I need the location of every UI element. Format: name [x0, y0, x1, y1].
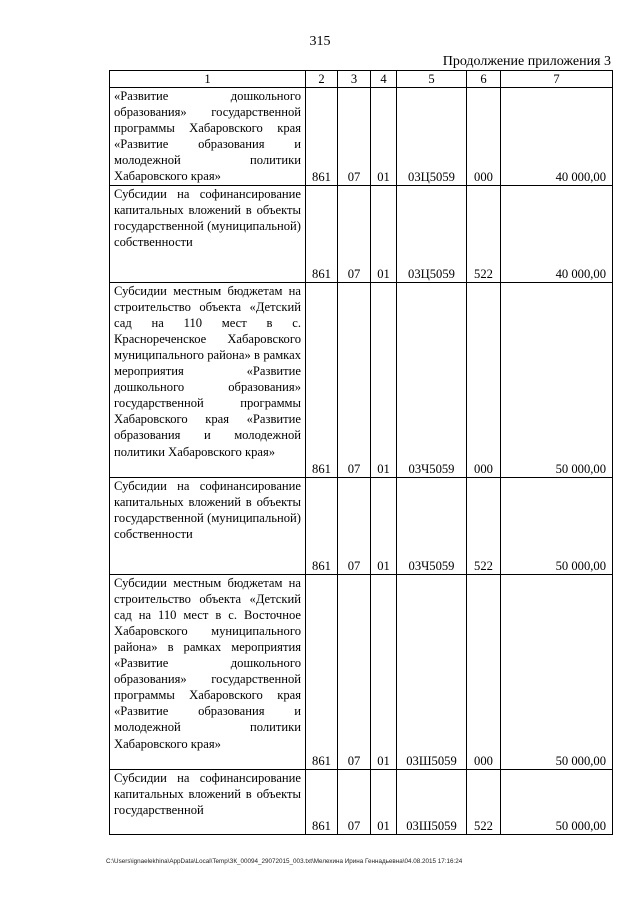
table-row	[110, 574, 613, 769]
target-code: 03Ч5059	[397, 282, 467, 477]
ministry-code: 861	[306, 282, 338, 477]
section-code: 07	[338, 185, 371, 282]
section-code: 07	[338, 769, 371, 834]
table-row	[110, 769, 613, 834]
expense-type-code: 522	[467, 477, 501, 574]
expense-type-code: 522	[467, 185, 501, 282]
amount: 50 000,00	[501, 769, 613, 834]
amount: 50 000,00	[501, 477, 613, 574]
expense-type-code: 000	[467, 282, 501, 477]
expense-type-code: 000	[467, 574, 501, 769]
page-number: 315	[309, 34, 331, 49]
ministry-code: 861	[306, 769, 338, 834]
target-code: 03Ч5059	[397, 477, 467, 574]
table-header-row	[110, 71, 613, 88]
column-header: 6	[467, 71, 501, 88]
subsection-code: 01	[371, 282, 397, 477]
row-name: Субсидии на софинансирование капитальных вложений в объекты государственной (муниципальной) собственности	[110, 185, 306, 282]
subsection-code: 01	[371, 185, 397, 282]
column-header: 2	[306, 71, 338, 88]
target-code: 03Ш5059	[397, 574, 467, 769]
footer-file-path: C:\Users\ignaelekhina\AppData\Local\Temp\ЗК_00094_29072015_003.txt\Мелехина Ирина Геннадьевна\04.08.2015 17:16:24	[106, 858, 463, 865]
amount: 40 000,00	[501, 88, 613, 186]
target-code: 03Ш5059	[397, 769, 467, 834]
row-name: «Развитие дошкольного образования» государственной программы Хабаровского края «Развитие образования и молодежной политики Хабаровского края»	[110, 88, 306, 186]
continuation-label: Продолжение приложения 3	[442, 54, 611, 69]
column-header: 1	[110, 71, 306, 88]
table-row	[110, 282, 613, 477]
table-row	[110, 185, 613, 282]
amount: 50 000,00	[501, 282, 613, 477]
ministry-code: 861	[306, 185, 338, 282]
subsection-code: 01	[371, 574, 397, 769]
budget-table	[109, 70, 613, 835]
section-code: 07	[338, 282, 371, 477]
amount: 40 000,00	[501, 185, 613, 282]
row-name: Субсидии местным бюджетам на строительство объекта «Детский сад на 110 мест в с. Восточное Хабаровского муниципального района» в рамках мероприятия «Развитие дошкольного образования» государственной программы Хабаровского края «Развитие образования и молодежной политики Хабаровского края»	[110, 574, 306, 769]
section-code: 07	[338, 477, 371, 574]
table-row	[110, 477, 613, 574]
target-code: 03Ц5059	[397, 88, 467, 186]
column-header: 3	[338, 71, 371, 88]
row-name: Субсидии на софинансирование капитальных вложений в объекты государственной	[110, 769, 306, 834]
target-code: 03Ц5059	[397, 185, 467, 282]
subsection-code: 01	[371, 88, 397, 186]
column-header: 7	[501, 71, 613, 88]
subsection-code: 01	[371, 769, 397, 834]
row-name: Субсидии на софинансирование капитальных вложений в объекты государственной (муниципальной) собственности	[110, 477, 306, 574]
subsection-code: 01	[371, 477, 397, 574]
section-code: 07	[338, 574, 371, 769]
column-header: 5	[397, 71, 467, 88]
column-header: 4	[371, 71, 397, 88]
expense-type-code: 000	[467, 88, 501, 186]
ministry-code: 861	[306, 477, 338, 574]
table-row	[110, 88, 613, 186]
row-name: Субсидии местным бюджетам на строительство объекта «Детский сад на 110 мест в с. Краснореченское Хабаровского муниципального района» в рамках мероприятия «Развитие дошкольного образования» государственной программы Хабаровского края «Развитие образования и молодежной политики Хабаровского края»	[110, 282, 306, 477]
ministry-code: 861	[306, 88, 338, 186]
amount: 50 000,00	[501, 574, 613, 769]
expense-type-code: 522	[467, 769, 501, 834]
section-code: 07	[338, 88, 371, 186]
ministry-code: 861	[306, 574, 338, 769]
